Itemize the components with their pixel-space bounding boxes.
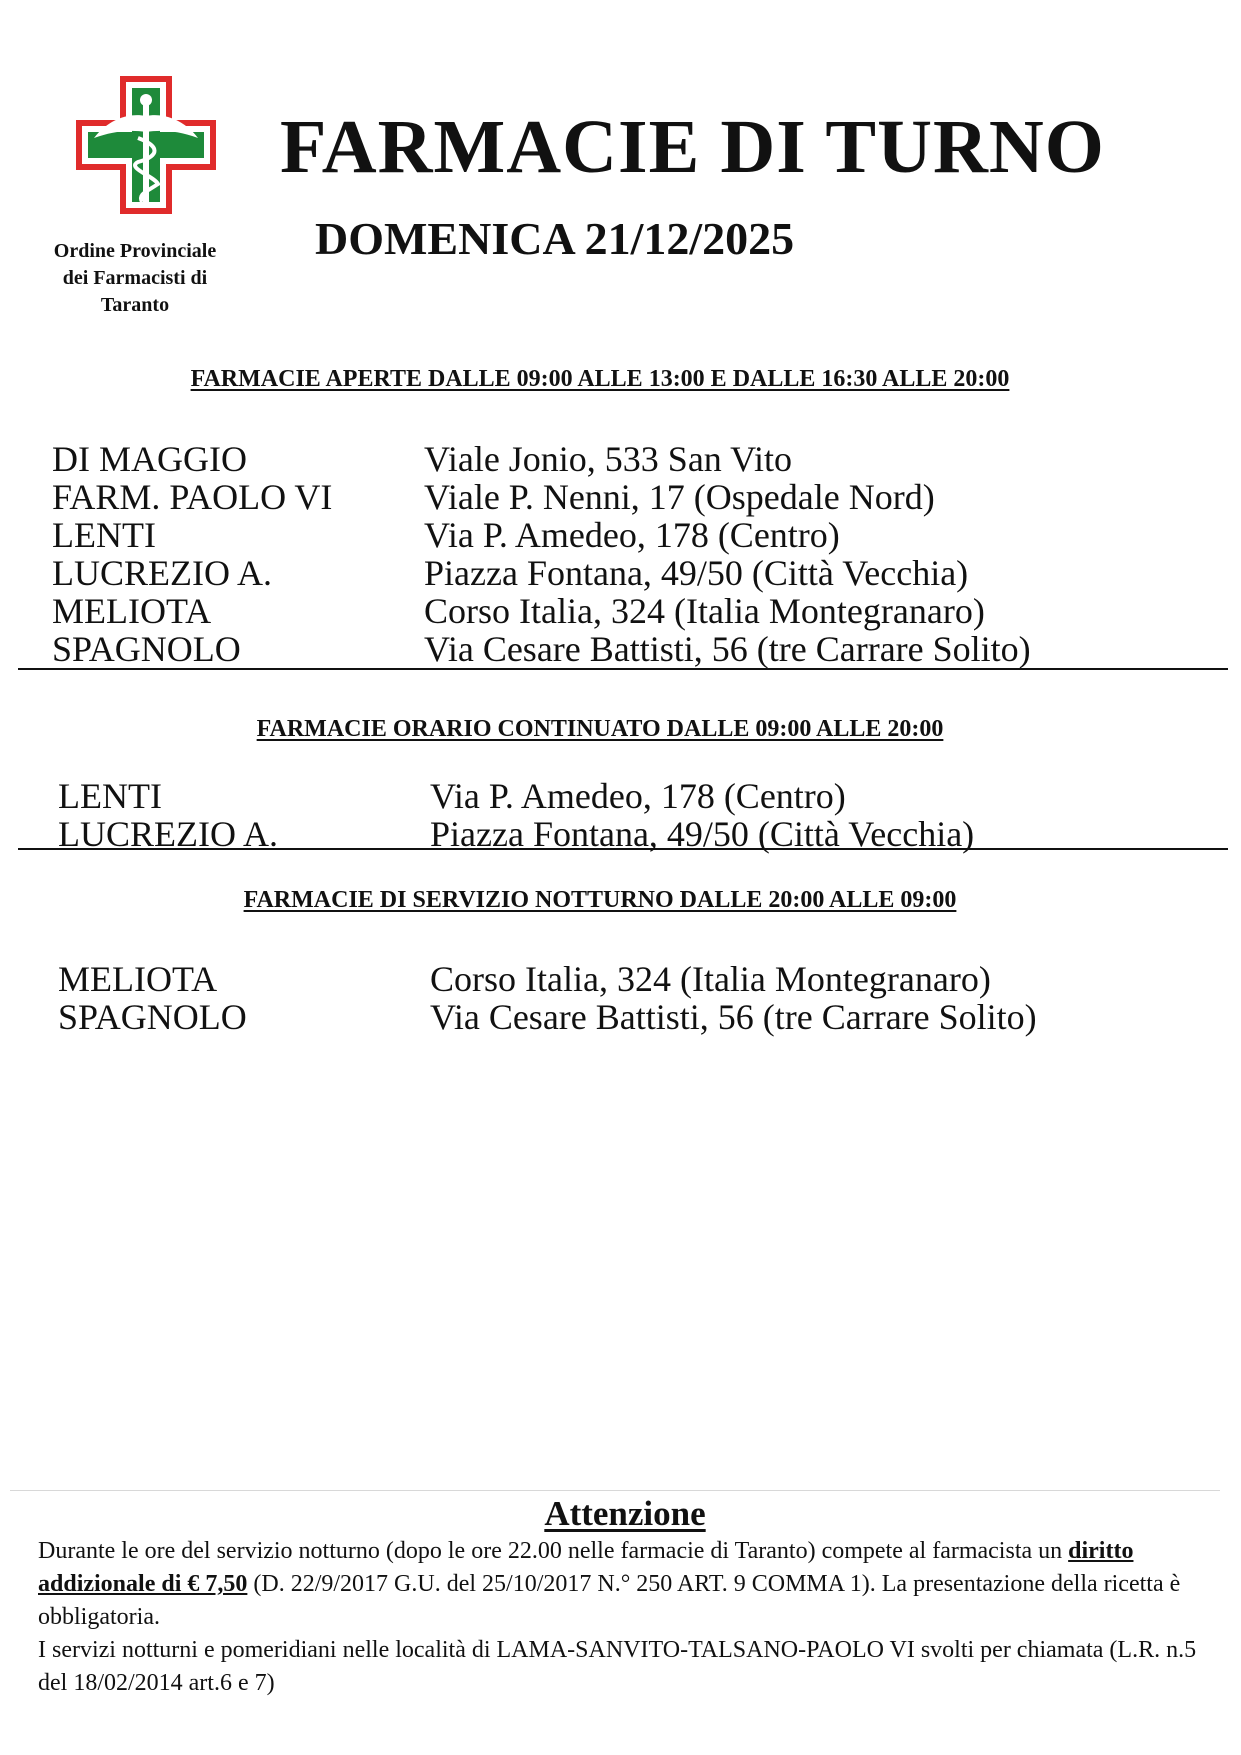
attention-title: Attenzione (544, 1494, 706, 1533)
pharmacy-address: Piazza Fontana, 49/50 (Città Vecchia) (424, 553, 969, 593)
list-item (52, 478, 1031, 516)
pharmacy-name: LUCREZIO A. (58, 814, 278, 854)
pharmacy-name: LENTI (58, 776, 162, 816)
list-item (58, 998, 1037, 1036)
pharmacy-name: SPAGNOLO (58, 997, 247, 1037)
pharmacy-address: Via Cesare Battisti, 56 (tre Carrare Solito) (430, 997, 1037, 1037)
attention-text: Durante le ore del servizio notturno (dopo le ore 22.00 nelle farmacie di Taranto) compete al farmacista un (38, 1538, 1069, 1564)
pharmacy-name: DI MAGGIO (52, 439, 247, 479)
page-date: DOMENICA 21/12/2025 (315, 213, 795, 264)
pharmacy-address: Viale Jonio, 533 San Vito (424, 439, 792, 479)
pharmacy-address: Piazza Fontana, 49/50 (Città Vecchia) (430, 814, 975, 854)
pharmacy-list (58, 777, 974, 853)
pharmacy-name: LUCREZIO A. (52, 553, 272, 593)
pharmacy-address: Corso Italia, 324 (Italia Montegranaro) (424, 591, 985, 631)
attention-note (38, 1535, 1218, 1700)
pharmacy-address: Corso Italia, 324 (Italia Montegranaro) (430, 959, 991, 999)
pharmacy-address: Via P. Amedeo, 178 (Centro) (430, 776, 846, 816)
pharmacy-name: MELIOTA (52, 591, 212, 631)
org-line: Ordine Provinciale (53, 240, 217, 262)
pharmacy-name: MELIOTA (58, 959, 218, 999)
attention-paragraph: I servizi notturni e pomeridiani nelle località di LAMA-SANVITO-TALSANO-PAOLO VI svolti per chiamata (L.R. n.5 del 18/02/2014 art.6 e 7) (38, 1637, 1197, 1696)
section-divider (18, 668, 1228, 670)
pharmacy-address: Via Cesare Battisti, 56 (tre Carrare Solito) (424, 629, 1031, 669)
pharmacy-name: FARM. PAOLO VI (52, 477, 333, 517)
section-heading: FARMACIE DI SERVIZIO NOTTURNO DALLE 20:00 ALLE 09:00 (243, 887, 957, 913)
footer-divider (10, 1490, 1220, 1491)
pharmacy-name: LENTI (52, 515, 156, 555)
pharmacy-name: SPAGNOLO (52, 629, 241, 669)
list-item (58, 960, 1037, 998)
pharmacy-list (52, 440, 1031, 668)
additional-fee: diritto addizionale di € 7,50 (38, 1538, 1134, 1597)
organization-name (30, 238, 240, 319)
attention-paragraph (38, 1535, 1218, 1634)
pharmacy-cross-caduceus-icon (76, 76, 216, 214)
org-line: dei Farmacisti di (62, 267, 208, 289)
section-heading: FARMACIE ORARIO CONTINUATO DALLE 09:00 ALLE 20:00 (256, 716, 944, 742)
list-item (52, 630, 1031, 668)
page-title: FARMACIE DI TURNO (280, 105, 1105, 189)
list-item (52, 516, 1031, 554)
section-divider (18, 848, 1228, 850)
list-item (52, 440, 1031, 478)
list-item (58, 777, 974, 815)
list-item (52, 592, 1031, 630)
list-item (52, 554, 1031, 592)
org-line: Taranto (100, 294, 170, 316)
pharmacy-address: Viale P. Nenni, 17 (Ospedale Nord) (424, 477, 935, 517)
pharmacy-address: Via P. Amedeo, 178 (Centro) (424, 515, 840, 555)
pharmacy-list (58, 960, 1037, 1036)
attention-text: (D. 22/9/2017 G.U. del 25/10/2017 N.° 250 ART. 9 COMMA 1). La presentazione della ricetta è obbligatoria. (38, 1571, 1181, 1630)
section-heading: FARMACIE APERTE DALLE 09:00 ALLE 13:00 E DALLE 16:30 ALLE 20:00 (190, 366, 1010, 392)
